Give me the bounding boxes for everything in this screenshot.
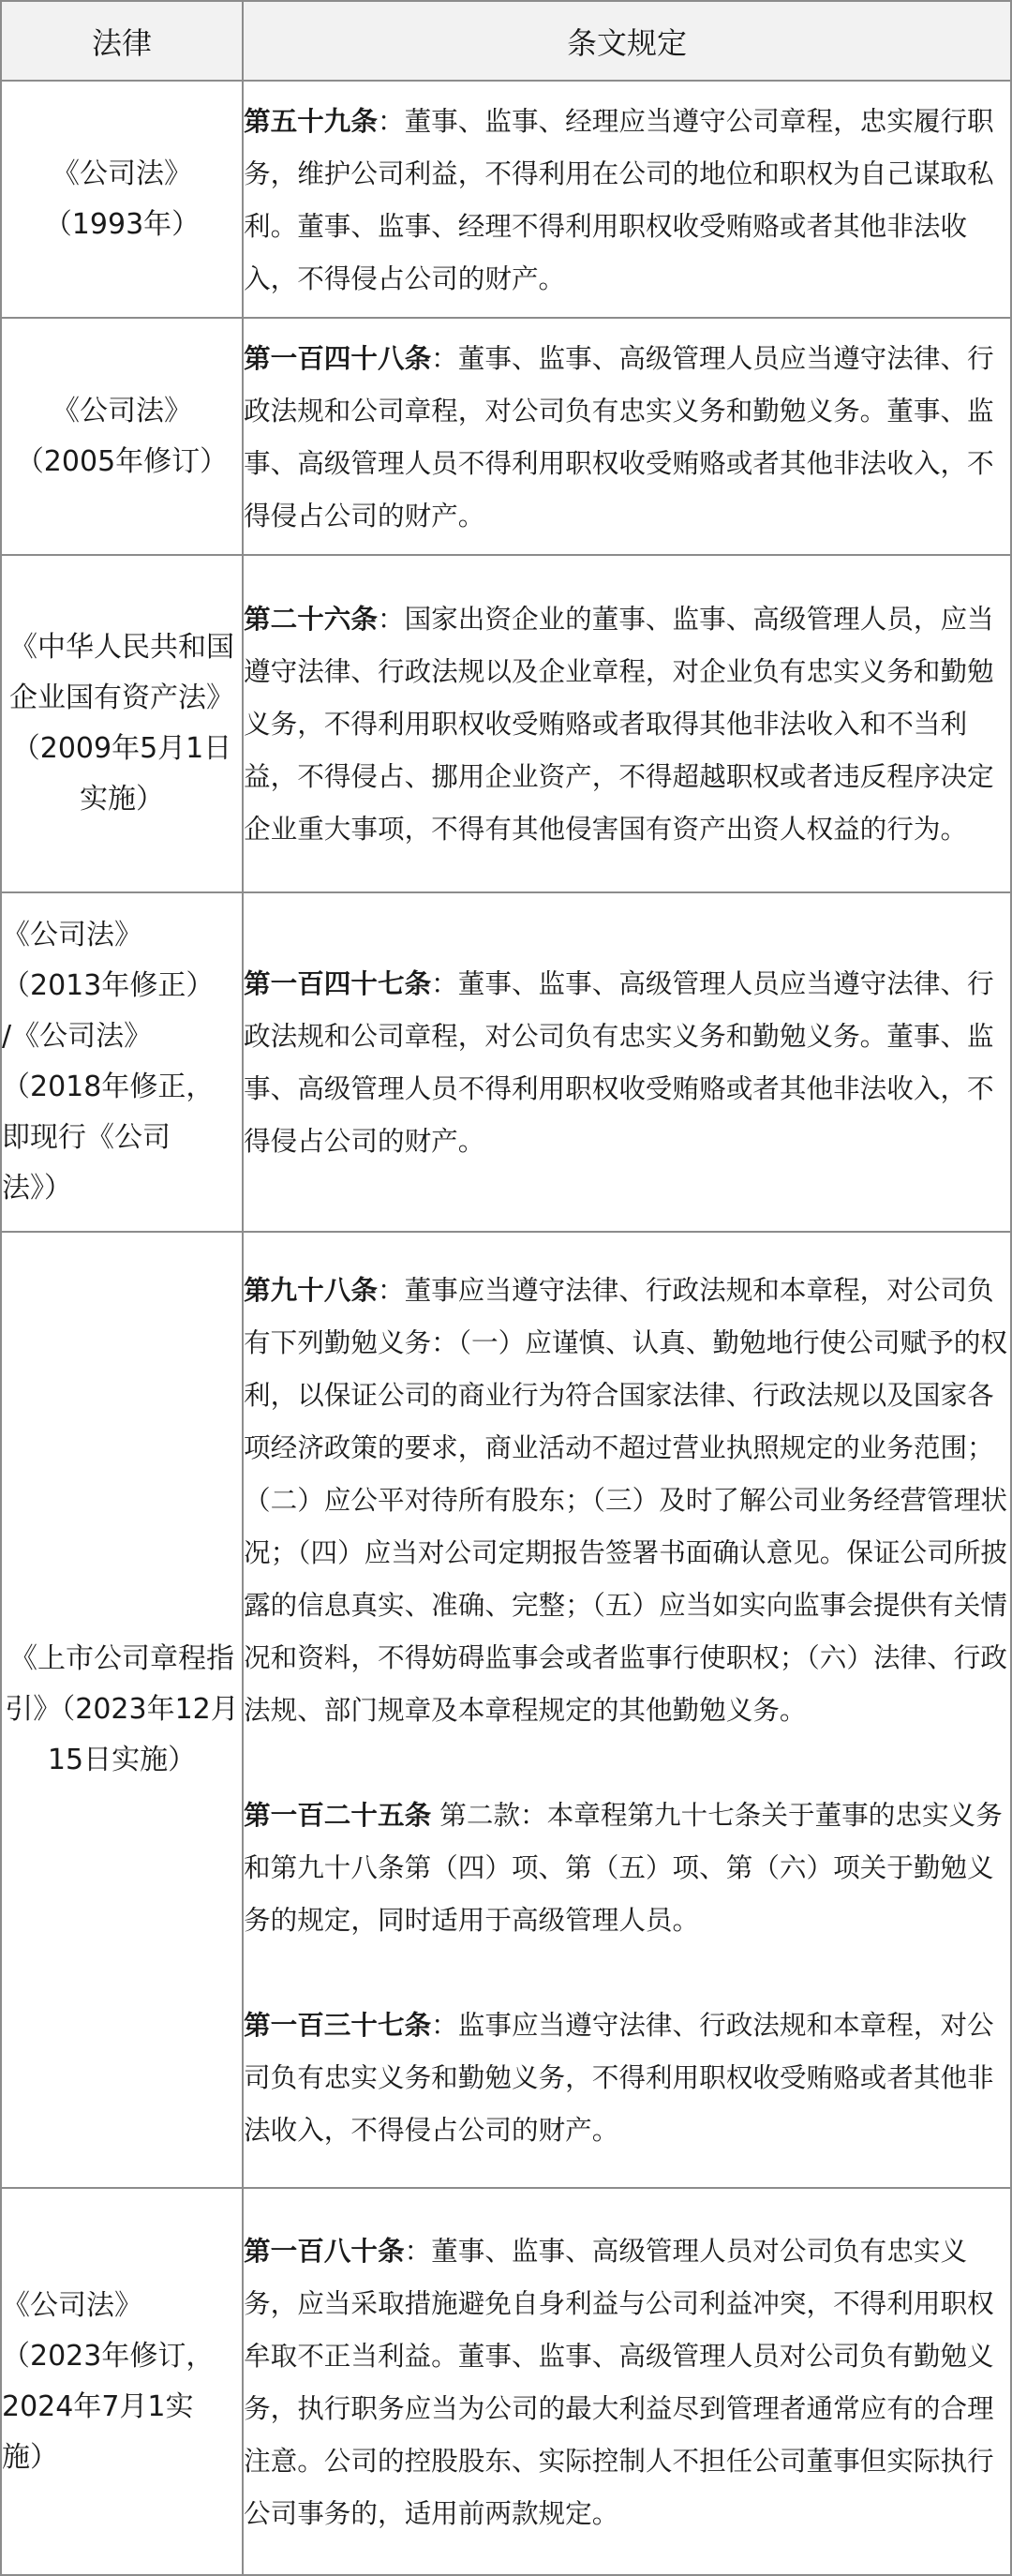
law-name: 《公司法》 （2005年修订） <box>15 394 229 478</box>
article-text: ：董事、监事、经理应当遵守公司章程，忠实履行职务，维护公司利益，不得利用在公司的地位和职权为自己谋取私利。董事、监事、经理不得利用职权收受贿赂或者其他非法收入，不得侵占公司的财产。 <box>244 104 994 294</box>
provision-cell <box>243 555 1011 892</box>
article-text: ：董事、监事、高级管理人员对公司负有忠实义务，应当采取措施避免自身利益与公司利益冲突，不得利用职权牟取不正当利益。董事、监事、高级管理人员对公司负有勤勉义务，执行职务应当为公司的最大利益尽到管理者通常应有的合理注意。公司的控股股东、实际控制人不担任公司董事但实际执行公司事务的，适用前两款规定。 <box>244 2234 994 2529</box>
provision-cell <box>243 892 1011 1232</box>
provision-paragraph <box>244 95 1010 305</box>
provision-paragraph <box>244 1789 1010 1946</box>
provision-paragraph <box>244 332 1010 542</box>
article-number: 第五十九条 <box>244 104 378 137</box>
law-name-cell <box>1 81 243 318</box>
article-text: ：董事应当遵守法律、行政法规和本章程，对公司负有下列勤勉义务：（一）应谨慎、认真、勤勉地行使公司赋予的权利，以保证公司的商业行为符合国家法律、行政法规以及国家各项经济政策的要求，商业活动不超过营业执照规定的业务范围；（二）应公平对待所有股东；（三）及时了解公司业务经营管理状况；（四）应当对公司定期报告签署书面确认意见。保证公司所披露的信息真实、准确、完整；（五）应当如实向监事会提供有关情况和资料，不得妨碍监事会或者监事行使职权；（六）法律、行政法规、部门规章及本章程规定的其他勤勉义务。 <box>244 1274 1007 1726</box>
law-name: 《上市公司章程指引》（2023年12月15日实施） <box>5 1642 239 1776</box>
provision-cell <box>243 81 1011 318</box>
table-row <box>1 81 1011 318</box>
law-name: 《公司法》 （2013年修正） /《公司法》 （2018年修正， 即现行《公司 法》） <box>2 919 215 1205</box>
article-number: 第一百四十七条 <box>244 967 432 999</box>
article-number: 第一百八十条 <box>244 2234 405 2267</box>
provision-paragraph <box>244 2224 1010 2539</box>
law-name-cell <box>1 892 243 1232</box>
article-text: ：董事、监事、高级管理人员应当遵守法律、行政法规和公司章程，对公司负有忠实义务和勤勉义务。董事、监事、高级管理人员不得利用职权收受贿赂或者其他非法收入，不得侵占公司的财产。 <box>244 341 994 532</box>
law-name-cell <box>1 555 243 892</box>
article-text: ：国家出资企业的董事、监事、高级管理人员，应当遵守法律、行政法规以及企业章程，对企业负有忠实义务和勤勉义务，不得利用职权收受贿赂或者取得其他非法收入和不当利益，不得侵占、挪用企业资产，不得超越职权或者违反程序决定企业重大事项，不得有其他侵害国有资产出资人权益的行为。 <box>244 603 994 845</box>
column-header-law: 法律 <box>1 1 243 81</box>
law-name: 《公司法》 （1993年） <box>43 157 201 241</box>
article-number: 第九十八条 <box>244 1274 378 1306</box>
table-row <box>1 555 1011 892</box>
article-number: 第一百三十七条 <box>244 2009 432 2041</box>
article-text: ：董事、监事、高级管理人员应当遵守法律、行政法规和公司章程，对公司负有忠实义务和勤勉义务。董事、监事、高级管理人员不得利用职权收受贿赂或者其他非法收入，不得侵占公司的财产。 <box>244 967 994 1157</box>
table-row <box>1 2188 1011 2575</box>
law-name-cell <box>1 318 243 555</box>
provision-paragraph <box>244 957 1010 1167</box>
law-name: 《中华人民共和国企业国有资产法》（2009年5月1日实施） <box>9 631 234 816</box>
provision-cell <box>243 1232 1011 2188</box>
law-name-cell <box>1 1232 243 2188</box>
table-header-row <box>1 1 1011 81</box>
article-text: ：监事应当遵守法律、行政法规和本章程，对公司负有忠实义务和勤勉义务，不得利用职权收受贿赂或者其他非法收入，不得侵占公司的财产。 <box>244 2009 994 2146</box>
law-name-cell <box>1 2188 243 2575</box>
provision-paragraph <box>244 1999 1010 2156</box>
table-row <box>1 892 1011 1232</box>
article-number: 第二十六条 <box>244 603 378 635</box>
table-row <box>1 1232 1011 2188</box>
law-name: 《公司法》 （2023年修订， 2024年7月1实 施） <box>2 2288 215 2474</box>
table-row <box>1 318 1011 555</box>
column-header-provision: 条文规定 <box>243 1 1011 81</box>
provision-paragraph <box>244 592 1010 855</box>
provision-cell <box>243 318 1011 555</box>
provision-cell <box>243 2188 1011 2575</box>
article-number: 第一百二十五条 <box>244 1799 432 1831</box>
provision-paragraph <box>244 1264 1010 1736</box>
article-number: 第一百四十八条 <box>244 341 432 374</box>
article-text: 第二款：本章程第九十七条关于董事的忠实义务和第九十八条第（四）项、第（五）项、第（六）项关于勤勉义务的规定，同时适用于高级管理人员。 <box>244 1799 1003 1936</box>
